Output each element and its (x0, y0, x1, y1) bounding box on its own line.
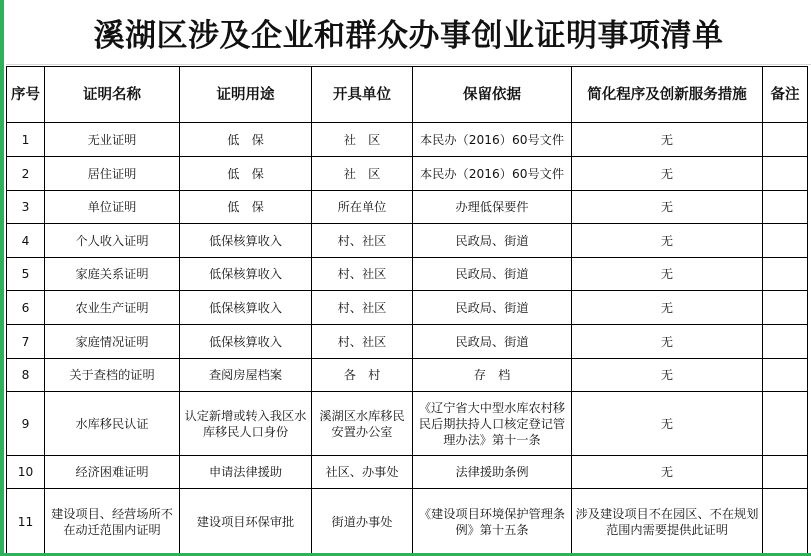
cell-issuer[interactable]: 社区、办事处 (312, 456, 413, 489)
cell-issuer[interactable]: 所在单位 (312, 191, 413, 224)
cell-name[interactable]: 水库移民认证 (45, 392, 180, 456)
table-row[interactable] (7, 456, 808, 489)
cell-name[interactable]: 家庭情况证明 (45, 325, 180, 359)
table-row[interactable] (7, 325, 808, 359)
cell-name[interactable]: 农业生产证明 (45, 291, 180, 325)
table-row[interactable] (7, 157, 808, 191)
cell-basis[interactable]: 本民办（2016）60号文件 (413, 123, 572, 157)
cell-no[interactable]: 6 (7, 291, 45, 325)
cell-purpose[interactable]: 低 保 (180, 123, 312, 157)
cell-issuer[interactable]: 村、社区 (312, 325, 413, 359)
cell-no[interactable]: 7 (7, 325, 45, 359)
cell-basis[interactable]: 民政局、街道 (413, 325, 572, 359)
cell-no[interactable]: 8 (7, 359, 45, 392)
cell-note[interactable] (763, 191, 808, 224)
cell-basis[interactable]: 本民办（2016）60号文件 (413, 157, 572, 191)
cell-no[interactable]: 3 (7, 191, 45, 224)
cell-purpose[interactable]: 低保核算收入 (180, 325, 312, 359)
cell-name[interactable]: 关于查档的证明 (45, 359, 180, 392)
cell-note[interactable] (763, 291, 808, 325)
cell-note[interactable] (763, 456, 808, 489)
cell-issuer[interactable]: 街道办事处 (312, 489, 413, 556)
table-row[interactable] (7, 489, 808, 556)
cell-measure[interactable]: 涉及建设项目不在园区、不在规划范围内需要提供此证明 (572, 489, 763, 556)
table-row[interactable] (7, 224, 808, 258)
cell-no[interactable]: 5 (7, 258, 45, 291)
cell-measure[interactable]: 无 (572, 191, 763, 224)
cell-purpose[interactable]: 低保核算收入 (180, 258, 312, 291)
cell-basis[interactable]: 存 档 (413, 359, 572, 392)
cell-basis[interactable]: 办理低保要件 (413, 191, 572, 224)
cell-issuer[interactable]: 村、社区 (312, 258, 413, 291)
cell-no[interactable]: 4 (7, 224, 45, 258)
header-measure: 简化程序及创新服务措施 (572, 67, 763, 123)
row-header-strip (0, 0, 4, 556)
cell-measure[interactable]: 无 (572, 123, 763, 157)
cell-basis[interactable]: 民政局、街道 (413, 291, 572, 325)
table-header-row (7, 67, 808, 123)
cell-basis[interactable]: 《辽宁省大中型水库农村移民后期扶持人口核定登记管理办法》第十一条 (413, 392, 572, 456)
cell-measure[interactable]: 无 (572, 224, 763, 258)
header-purpose: 证明用途 (180, 67, 312, 123)
cell-purpose[interactable]: 认定新增或转入我区水库移民人口身份 (180, 392, 312, 456)
table-row[interactable] (7, 359, 808, 392)
table-row[interactable] (7, 258, 808, 291)
cell-no[interactable]: 10 (7, 456, 45, 489)
cell-measure[interactable]: 无 (572, 157, 763, 191)
cell-no[interactable]: 9 (7, 392, 45, 456)
cell-note[interactable] (763, 325, 808, 359)
cell-basis[interactable]: 民政局、街道 (413, 224, 572, 258)
cell-name[interactable]: 居住证明 (45, 157, 180, 191)
header-name: 证明名称 (45, 67, 180, 123)
cell-purpose[interactable]: 低 保 (180, 191, 312, 224)
cell-name[interactable]: 建设项目、经营场所不在动迁范围内证明 (45, 489, 180, 556)
table-row[interactable] (7, 191, 808, 224)
cell-note[interactable] (763, 224, 808, 258)
cell-basis[interactable]: 《建设项目环境保护管理条例》第十五条 (413, 489, 572, 556)
cell-purpose[interactable]: 低 保 (180, 157, 312, 191)
cell-note[interactable] (763, 392, 808, 456)
cell-name[interactable]: 单位证明 (45, 191, 180, 224)
cell-measure[interactable]: 无 (572, 392, 763, 456)
certificate-list-table (6, 66, 808, 556)
cell-note[interactable] (763, 157, 808, 191)
header-no: 序号 (7, 67, 45, 123)
page-title: 溪湖区涉及企业和群众办事创业证明事项清单 (6, 0, 811, 65)
cell-note[interactable] (763, 123, 808, 157)
cell-no[interactable]: 2 (7, 157, 45, 191)
cell-measure[interactable]: 无 (572, 456, 763, 489)
cell-measure[interactable]: 无 (572, 291, 763, 325)
cell-no[interactable]: 1 (7, 123, 45, 157)
cell-issuer[interactable]: 社 区 (312, 123, 413, 157)
cell-note[interactable] (763, 359, 808, 392)
table-row[interactable] (7, 291, 808, 325)
header-basis: 保留依据 (413, 67, 572, 123)
cell-note[interactable] (763, 489, 808, 556)
cell-issuer[interactable]: 社 区 (312, 157, 413, 191)
cell-no[interactable]: 11 (7, 489, 45, 556)
header-issuer: 开具单位 (312, 67, 413, 123)
cell-basis[interactable]: 法律援助条例 (413, 456, 572, 489)
table-row[interactable] (7, 392, 808, 456)
cell-issuer[interactable]: 村、社区 (312, 291, 413, 325)
cell-purpose[interactable]: 建设项目环保审批 (180, 489, 312, 556)
cell-measure[interactable]: 无 (572, 359, 763, 392)
cell-issuer[interactable]: 村、社区 (312, 224, 413, 258)
cell-name[interactable]: 无业证明 (45, 123, 180, 157)
cell-note[interactable] (763, 258, 808, 291)
cell-name[interactable]: 家庭关系证明 (45, 258, 180, 291)
cell-issuer[interactable]: 各 村 (312, 359, 413, 392)
cell-purpose[interactable]: 低保核算收入 (180, 224, 312, 258)
cell-name[interactable]: 个人收入证明 (45, 224, 180, 258)
cell-name[interactable]: 经济困难证明 (45, 456, 180, 489)
cell-measure[interactable]: 无 (572, 325, 763, 359)
cell-purpose[interactable]: 申请法律援助 (180, 456, 312, 489)
cell-issuer[interactable]: 溪湖区水库移民安置办公室 (312, 392, 413, 456)
table-row[interactable] (7, 123, 808, 157)
cell-purpose[interactable]: 低保核算收入 (180, 291, 312, 325)
header-note: 备注 (763, 67, 808, 123)
cell-purpose[interactable]: 查阅房屋档案 (180, 359, 312, 392)
cell-basis[interactable]: 民政局、街道 (413, 258, 572, 291)
cell-measure[interactable]: 无 (572, 258, 763, 291)
